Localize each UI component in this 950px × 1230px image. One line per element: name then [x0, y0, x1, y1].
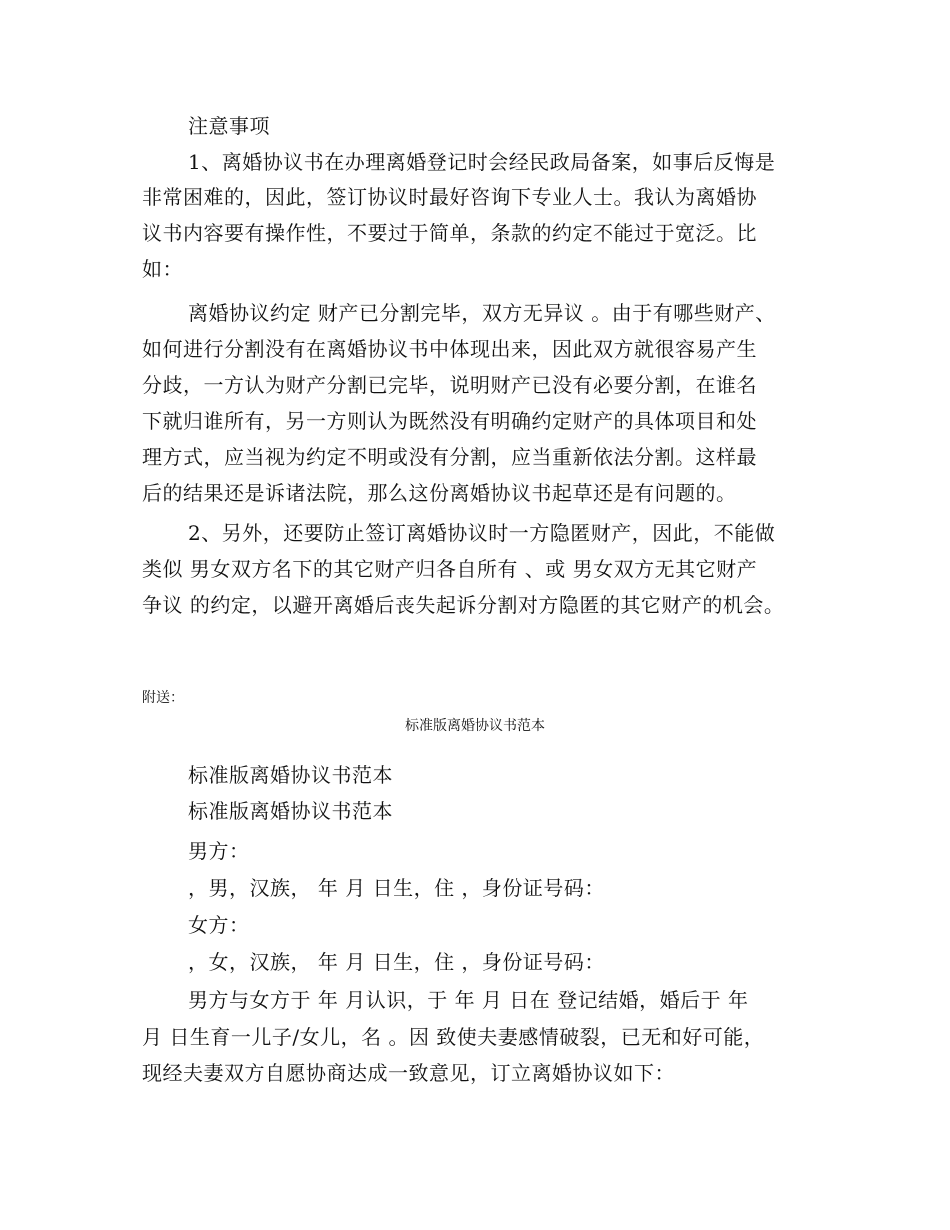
woman-label: 女方： [188, 913, 250, 937]
appendix-label: 附送： [142, 690, 184, 706]
man-label: 男方： [188, 839, 250, 863]
notes-p2-line: 如何进行分割没有在离婚协议书中体现出来，因此双方就很容易产生 [142, 337, 757, 361]
notes-p1-line: 非常困难的，因此，签订协议时最好咨询下专业人士。我认为离婚协 [142, 185, 757, 209]
notes-p2-line: 分歧，一方认为财产分割已完毕，说明财产已没有必要分割，在谁名 [142, 373, 757, 397]
notes-p3-line: 类似 男女双方名下的其它财产归各自所有 、或 男女双方无其它财产 [142, 557, 758, 581]
notes-p3-line: 2、另外，还要防止签订离婚协议时一方隐匿财产，因此，不能做 [188, 521, 776, 545]
notes-p2-line: 离婚协议约定 财产已分割完毕，双方无异议 。由于有哪些财产、 [188, 301, 776, 325]
notes-p1-line: 如： [142, 257, 183, 281]
man-info: ，男，汉族， 年 月 日生，住 ，身份证号码： [188, 876, 605, 900]
intro-line: 现经夫妻双方自愿协商达成一致意见，订立离婚协议如下： [142, 1061, 675, 1085]
notes-p2-line: 后的结果还是诉诸法院，那么这份离婚协议书起草还是有问题的。 [142, 481, 737, 505]
notes-p2-line: 理方式，应当视为约定不明或没有分割，应当重新依法分割。这样最 [142, 445, 757, 469]
appendix-title: 标准版离婚协议书范本 [405, 718, 545, 734]
notes-p1-line: 议书内容要有操作性，不要过于简单，条款的约定不能过于宽泛。比 [142, 221, 757, 245]
woman-info: ，女，汉族， 年 月 日生，住 ，身份证号码： [188, 950, 605, 974]
template-title: 标准版离婚协议书范本 [188, 763, 393, 787]
intro-line: 男方与女方于 年 月认识，于 年 月 日在 登记结婚，婚后于 年 [188, 988, 749, 1012]
notes-p2-line: 下就归谁所有，另一方则认为既然没有明确约定财产的具体项目和处 [142, 409, 757, 433]
notes-p3-line: 争议 的约定，以避开离婚后丧失起诉分割对方隐匿的其它财产的机会。 [142, 593, 785, 617]
notes-heading: 注意事项 [188, 114, 270, 138]
notes-p1-line: 1、离婚协议书在办理离婚登记时会经民政局备案，如事后反悔是 [188, 150, 776, 174]
template-title: 标准版离婚协议书范本 [188, 799, 393, 823]
intro-line: 月 日生育一儿子/女儿，名 。因 致使夫妻感情破裂，已无和好可能， [142, 1025, 765, 1049]
